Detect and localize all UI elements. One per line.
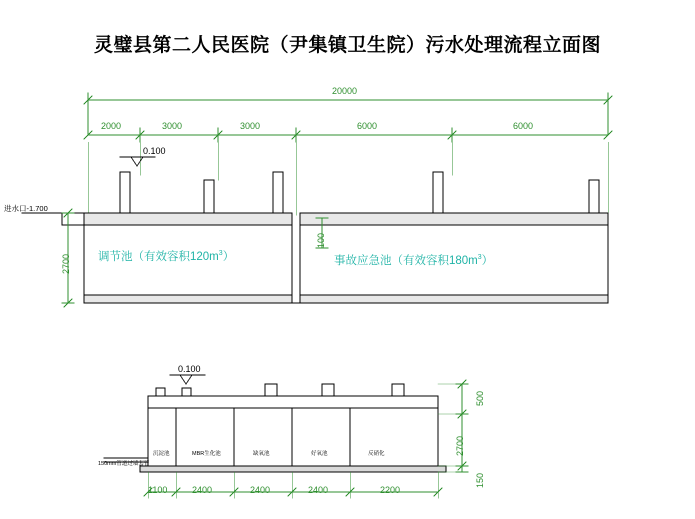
tank-label-aerobic: 好氧池 bbox=[311, 451, 328, 457]
lower-elevation-label: 0.100 bbox=[178, 364, 201, 374]
upper-segment-dim-2: 3000 bbox=[162, 121, 183, 131]
upper-segment-dim-1: 2000 bbox=[101, 121, 122, 131]
upper-elevation-label: 0.100 bbox=[143, 146, 166, 156]
lower-right-dim-150: 150 bbox=[475, 472, 485, 488]
pool-label-emergency-text: 事故应急池（有效容积180m bbox=[334, 255, 478, 267]
pool-label-adjust-sup: 3 bbox=[218, 250, 223, 258]
tank-label-settling: 沉淀池 bbox=[153, 451, 170, 457]
upper-wall-dimension: 100 bbox=[316, 232, 326, 248]
lower-segment-dim-1: 1100 bbox=[148, 485, 168, 495]
lower-segment-dim-3: 2400 bbox=[250, 485, 271, 495]
upper-total-dimension: 20000 bbox=[332, 86, 358, 96]
lower-right-dim-2700: 2700 bbox=[455, 435, 465, 456]
lower-segment-dim-5: 2200 bbox=[380, 485, 401, 495]
pool-label-adjust-tail: ） bbox=[222, 251, 235, 263]
lower-segment-dim-2: 2400 bbox=[192, 485, 213, 495]
upper-segment-dim-4: 6000 bbox=[357, 121, 378, 131]
upper-segment-dim-5: 6000 bbox=[513, 121, 534, 131]
inlet-elevation-label: 进水口-1.700 bbox=[4, 204, 48, 213]
pool-label-emergency-sup: 3 bbox=[477, 254, 482, 262]
lower-right-dim-500: 500 bbox=[475, 390, 485, 406]
upper-height-dimension: 2700 bbox=[61, 253, 71, 274]
upper-segment-dim-3: 3000 bbox=[240, 121, 261, 131]
tank-label-mbr: MBR生化池 bbox=[192, 451, 221, 457]
pipe-sleeve-label: 150mm管道过墙套管 bbox=[98, 461, 150, 467]
pool-label-emergency bbox=[334, 252, 493, 268]
tank-label-denitrification: 反硝化 bbox=[368, 451, 385, 457]
tank-label-anoxic: 缺氧池 bbox=[253, 451, 270, 457]
lower-segment-dim-4: 2400 bbox=[308, 485, 329, 495]
pool-label-adjust bbox=[98, 248, 234, 264]
page-title: 灵璧县第二人民医院（尹集镇卫生院）污水处理流程立面图 bbox=[93, 35, 601, 56]
pool-label-adjust-text: 调节池（有效容积120m bbox=[98, 251, 219, 263]
pool-label-emergency-tail: ） bbox=[481, 255, 494, 267]
